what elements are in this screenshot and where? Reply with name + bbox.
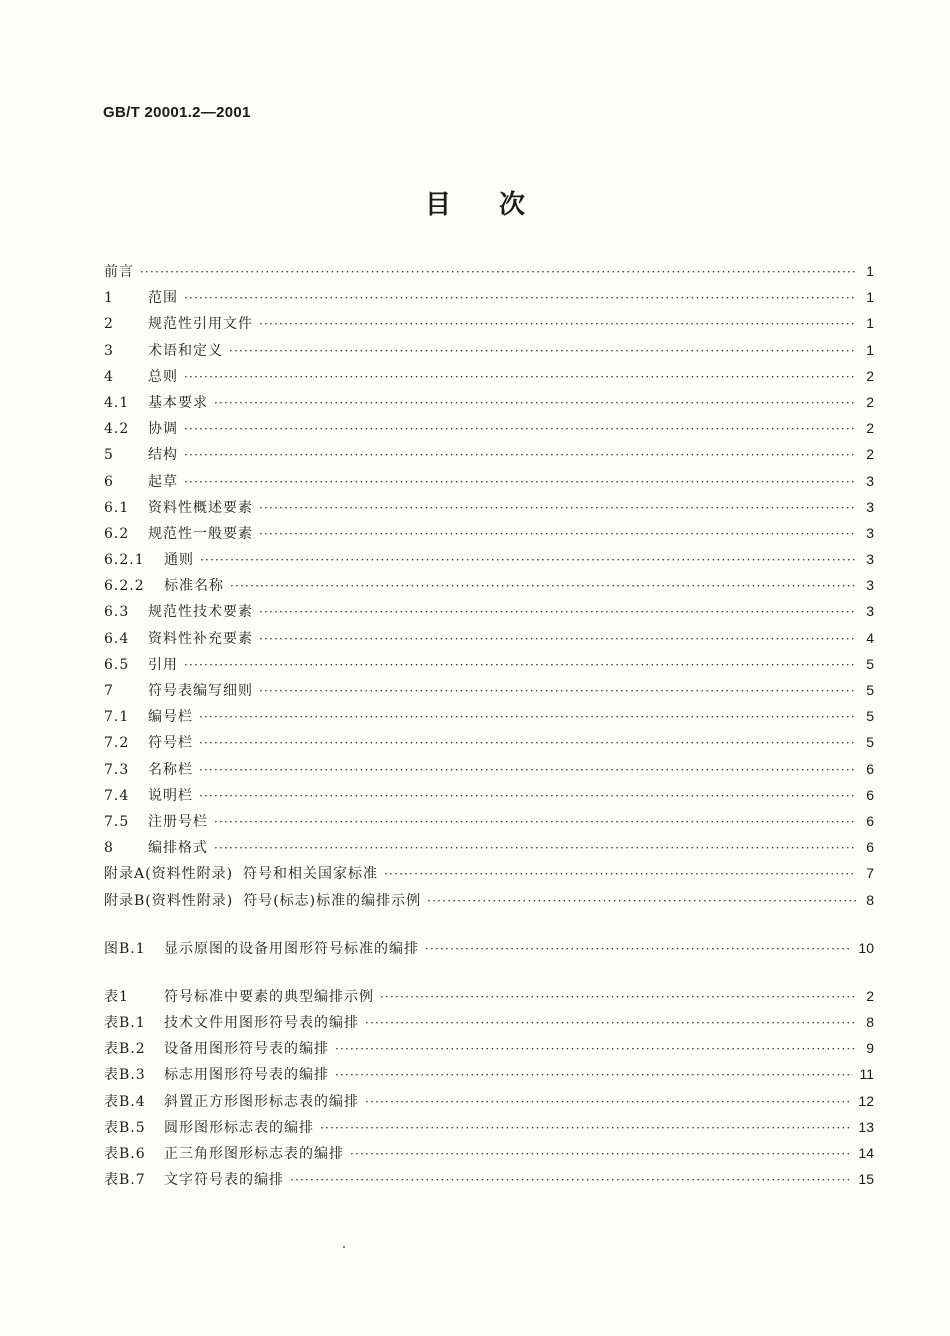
section-entry[interactable] — [104, 887, 874, 913]
dot-leader — [184, 442, 856, 468]
section-entry-number: 附录B(资料性附录) — [104, 892, 234, 909]
section-entry-page: 1 — [866, 289, 874, 306]
dot-leader — [199, 757, 856, 783]
section-entry-label — [104, 809, 208, 835]
table-entry-label — [104, 984, 374, 1010]
section-entry-label — [104, 521, 253, 547]
section-entry-title: 起草 — [148, 473, 178, 490]
section-entry-label — [104, 416, 178, 442]
dot-leader — [200, 547, 856, 573]
section-entry-page: 5 — [866, 655, 874, 672]
section-entry-number: 5 — [104, 447, 114, 464]
dot-leader — [365, 1010, 856, 1036]
table-entry-number: 表B.2 — [104, 1041, 146, 1058]
table-entry-number: 表B.7 — [104, 1172, 146, 1189]
table-entry-title: 斜置正方形图形标志表的编排 — [164, 1093, 359, 1110]
standard-code: GB/T 20001.2—2001 — [103, 104, 251, 121]
section-entry-label — [104, 730, 193, 756]
section-entry[interactable] — [104, 441, 874, 467]
section-entry-number: 7.5 — [104, 813, 130, 830]
section-entry-page: 3 — [866, 551, 874, 568]
section-entry-title: 标准名称 — [164, 578, 224, 595]
section-entry[interactable] — [104, 782, 874, 808]
section-entry-title: 符号(标志)标准的编排示例 — [243, 892, 422, 909]
dot-leader — [259, 599, 856, 625]
section-entry[interactable] — [104, 258, 874, 284]
section-entry[interactable] — [104, 756, 874, 782]
section-entry-page: 2 — [866, 393, 874, 410]
dot-leader — [214, 809, 856, 835]
table-entry[interactable] — [104, 1088, 874, 1114]
section-entry-label — [104, 495, 253, 521]
section-entry-page: 1 — [866, 263, 874, 279]
toc-sections — [104, 258, 874, 913]
table-entry-label — [104, 1115, 314, 1141]
section-entry-label — [104, 626, 253, 652]
table-entry-title: 圆形图形标志表的编排 — [164, 1119, 314, 1136]
section-entry-title: 说明栏 — [148, 787, 193, 804]
section-entry-title: 编排格式 — [148, 840, 208, 857]
dot-leader — [199, 704, 856, 730]
dot-leader — [230, 573, 856, 599]
dot-leader — [335, 1062, 853, 1088]
section-entry-number: 6.2 — [104, 525, 130, 542]
section-entry-title: 通则 — [164, 552, 194, 569]
table-entry-number: 表B.6 — [104, 1146, 146, 1162]
section-entry-label — [104, 783, 193, 809]
section-entry-number: 4.1 — [104, 394, 130, 411]
table-entry[interactable] — [104, 1114, 874, 1140]
section-entry-title: 规范性一般要素 — [148, 525, 253, 542]
dot-leader — [259, 495, 856, 521]
dot-leader — [259, 678, 856, 704]
dot-leader — [199, 783, 856, 809]
table-entry-number: 表B.4 — [104, 1093, 146, 1110]
dot-leader — [259, 311, 856, 337]
dot-leader — [290, 1167, 852, 1193]
table-entry-title: 技术文件用图形符号表的编排 — [164, 1015, 359, 1032]
section-entry-label — [104, 259, 134, 285]
dot-leader — [184, 416, 856, 442]
section-entry-page: 4 — [866, 629, 874, 646]
table-entry-title: 正三角形图形标志表的编排 — [164, 1146, 344, 1162]
dot-leader — [384, 861, 856, 887]
section-entry[interactable] — [104, 651, 874, 677]
figure-entry-title: 显示原图的设备用图形符号标准的编排 — [164, 940, 419, 957]
section-entry-page: 5 — [866, 708, 874, 725]
section-entry-page: 1 — [866, 341, 874, 358]
section-entry[interactable] — [104, 389, 874, 415]
section-entry-title: 符号栏 — [148, 735, 193, 752]
section-entry[interactable] — [104, 546, 874, 572]
table-entry-number: 表B.3 — [104, 1067, 146, 1084]
section-entry-label — [104, 469, 178, 495]
title-char: 次 — [499, 190, 526, 220]
section-entry-title: 编号栏 — [148, 709, 193, 726]
table-entry[interactable] — [104, 983, 874, 1009]
section-entry[interactable] — [104, 808, 874, 834]
section-entry[interactable] — [104, 860, 874, 886]
section-entry-label — [104, 573, 224, 599]
section-entry-page: 3 — [866, 524, 874, 541]
section-entry[interactable] — [104, 834, 874, 860]
section-entry-title: 范围 — [148, 290, 178, 307]
section-entry-page: 3 — [866, 472, 874, 489]
section-entry-number: 7 — [104, 683, 114, 699]
section-entry-number: 2 — [104, 316, 114, 333]
section-entry-label — [104, 390, 208, 416]
table-entry-label — [104, 1167, 284, 1193]
section-entry-page: 2 — [866, 446, 874, 463]
dot-leader — [335, 1036, 856, 1062]
section-entry[interactable] — [104, 677, 874, 703]
dot-leader — [425, 936, 852, 962]
section-entry-label — [104, 599, 253, 625]
section-entry-page: 7 — [866, 865, 874, 882]
section-entry-page: 8 — [866, 891, 874, 908]
dot-leader — [350, 1141, 852, 1167]
table-entry-page: 13 — [858, 1118, 874, 1135]
figure-entry-label — [104, 936, 419, 962]
table-entry[interactable] — [104, 1061, 874, 1087]
toc-figures — [104, 935, 874, 961]
section-entry-label — [104, 442, 178, 468]
section-entry-title: 符号表编写细则 — [148, 683, 253, 699]
section-entry[interactable] — [104, 572, 874, 598]
dot-leader — [229, 338, 856, 364]
section-entry[interactable] — [104, 520, 874, 546]
section-entry-number: 4.2 — [104, 421, 130, 438]
section-entry-title: 引用 — [148, 656, 178, 673]
section-entry-label — [104, 861, 378, 887]
section-entry-label — [104, 311, 253, 337]
section-entry-page: 2 — [866, 420, 874, 437]
section-entry-title: 规范性技术要素 — [148, 604, 253, 621]
dot-leader — [184, 469, 856, 495]
table-entry-label — [104, 1062, 329, 1088]
section-entry-title: 注册号栏 — [148, 813, 208, 830]
section-entry-page: 5 — [866, 734, 874, 751]
section-entry[interactable] — [104, 625, 874, 651]
section-entry-title: 资料性补充要素 — [148, 630, 253, 647]
section-entry-label — [104, 835, 208, 861]
section-entry-number: 7.1 — [104, 709, 130, 726]
section-entry-number: 7.2 — [104, 735, 130, 752]
section-entry-page: 1 — [866, 315, 874, 332]
section-entry-title: 结构 — [148, 447, 178, 464]
section-entry-number: 6.3 — [104, 604, 130, 621]
page-title — [0, 184, 950, 221]
section-entry-page: 6 — [866, 839, 874, 856]
dot-leader — [214, 835, 856, 861]
section-entry-number: 6.4 — [104, 630, 130, 647]
table-entry-number: 表B.1 — [104, 1015, 146, 1032]
section-entry-label — [104, 704, 193, 730]
section-entry-title: 名称栏 — [148, 761, 193, 778]
dot-leader — [259, 521, 856, 547]
dot-leader — [365, 1089, 852, 1115]
section-entry-label — [104, 364, 178, 390]
table-entry[interactable] — [104, 1009, 874, 1035]
dot-leader — [199, 730, 856, 756]
section-entry[interactable] — [104, 729, 874, 755]
dot-leader — [214, 390, 856, 416]
table-entry[interactable] — [104, 1035, 874, 1061]
dot-leader — [140, 259, 856, 285]
dot-leader — [184, 652, 856, 678]
dot-leader — [380, 984, 856, 1010]
dot-leader — [259, 626, 856, 652]
section-entry-number: 7.3 — [104, 761, 130, 778]
dot-leader — [184, 364, 856, 390]
section-entry[interactable] — [104, 494, 874, 520]
table-entry-title: 符号标准中要素的典型编排示例 — [164, 988, 374, 1005]
section-entry[interactable] — [104, 703, 874, 729]
table-entry-page: 12 — [858, 1092, 874, 1109]
table-entry-page: 11 — [859, 1066, 874, 1083]
table-of-contents — [104, 258, 874, 1192]
table-entry[interactable] — [104, 1166, 874, 1192]
section-entry-number: 6.2.1 — [104, 552, 145, 569]
section-entry-title: 前言 — [104, 264, 134, 280]
figure-entry-number: 图B.1 — [104, 940, 146, 957]
section-entry-label — [104, 757, 193, 783]
scan-speck — [343, 1246, 345, 1248]
section-entry-page: 3 — [866, 577, 874, 594]
section-entry[interactable] — [104, 284, 874, 310]
section-entry[interactable] — [104, 598, 874, 624]
table-entry-number: 表B.5 — [104, 1119, 146, 1136]
title-char: 目 — [424, 190, 451, 220]
section-entry[interactable] — [104, 415, 874, 441]
section-entry-number: 4 — [104, 368, 114, 385]
section-entry-title: 术语和定义 — [148, 342, 223, 359]
table-entry[interactable] — [104, 1140, 874, 1166]
toc-tables — [104, 983, 874, 1193]
section-entry-page: 6 — [866, 812, 874, 829]
section-entry-page: 6 — [866, 760, 874, 777]
table-entry-number: 表1 — [104, 988, 129, 1005]
table-entry-page: 8 — [866, 1014, 874, 1031]
section-entry-title: 符号和相关国家标准 — [243, 866, 379, 883]
table-entry-title: 标志用图形符号表的编排 — [164, 1067, 329, 1084]
section-entry-label — [104, 888, 421, 914]
section-entry-page: 5 — [866, 682, 874, 698]
section-entry-number: 附录A(资料性附录) — [104, 866, 234, 883]
section-entry-page: 2 — [866, 367, 874, 384]
section-entry-label — [104, 285, 178, 311]
table-entry-page: 9 — [866, 1040, 874, 1057]
section-entry[interactable] — [104, 310, 874, 336]
dot-leader — [320, 1115, 852, 1141]
section-entry-number: 6.5 — [104, 656, 130, 673]
dot-leader — [184, 285, 856, 311]
dot-leader — [427, 888, 856, 914]
table-entry-title: 文字符号表的编排 — [164, 1172, 284, 1189]
table-entry-label — [104, 1010, 359, 1036]
section-entry-title: 总则 — [148, 368, 178, 385]
table-entry-page: 15 — [858, 1171, 874, 1188]
section-entry-page: 6 — [866, 786, 874, 803]
section-entry-title: 协调 — [148, 421, 178, 438]
table-entry-page: 14 — [858, 1145, 874, 1161]
table-entry-page: 2 — [866, 987, 874, 1004]
section-entry-number: 6 — [104, 473, 114, 490]
table-entry-title: 设备用图形符号表的编排 — [164, 1041, 329, 1058]
section-entry-label — [104, 547, 194, 573]
section-entry-number: 1 — [104, 290, 114, 307]
section-entry-title: 基本要求 — [148, 394, 208, 411]
section-entry[interactable] — [104, 363, 874, 389]
table-entry-label — [104, 1141, 344, 1167]
section-entry[interactable] — [104, 468, 874, 494]
figure-entry[interactable] — [104, 935, 874, 961]
section-entry-label — [104, 338, 223, 364]
section-entry-number: 7.4 — [104, 787, 130, 804]
section-entry[interactable] — [104, 337, 874, 363]
section-entry-label — [104, 652, 178, 678]
section-entry-number: 6.2.2 — [104, 578, 145, 595]
section-entry-number: 8 — [104, 840, 114, 857]
section-entry-title: 规范性引用文件 — [148, 316, 253, 333]
figure-entry-page: 10 — [858, 939, 874, 956]
section-entry-title: 资料性概述要素 — [148, 499, 253, 516]
section-entry-number: 3 — [104, 342, 114, 359]
section-entry-page: 3 — [866, 603, 874, 620]
section-entry-page: 3 — [866, 498, 874, 515]
section-entry-label — [104, 678, 253, 704]
table-entry-label — [104, 1089, 359, 1115]
table-entry-label — [104, 1036, 329, 1062]
section-entry-number: 6.1 — [104, 499, 130, 516]
